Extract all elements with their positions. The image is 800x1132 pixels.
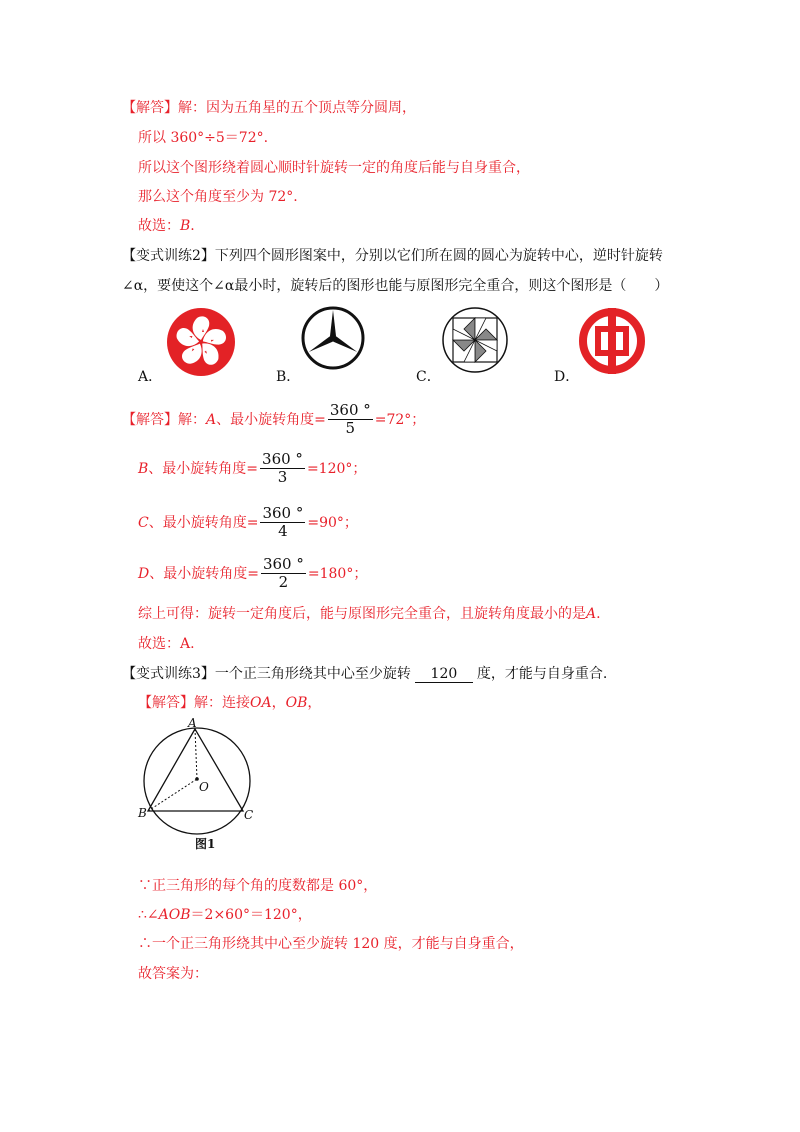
question-2-line-1: 【变式训练2】下列四个圆形图案中，分别以它们所在圆的圆心为旋转中心，逆时针旋转 [122,248,663,264]
figure-1-triangle-in-circle [135,715,265,855]
solution-1-line-3: 所以这个图形绕着圆心顺时针旋转一定的角度后能与自身重合， [138,160,530,176]
answer-blank: 120 [415,666,473,683]
solution-1-line-2: 所以 360°÷5＝72°. [138,130,269,146]
solution-3-line-2: ∵正三角形的每个角的度数都是 60°， [138,878,378,894]
option-d-label: D． [554,369,580,385]
solution-2-row-d: D 、最小旋转角度= $\frac{360 ^\circ}{2}$ =180°； [138,555,368,591]
label-a: A [188,716,197,730]
question-tag: 【变式训练2】 [122,248,215,264]
solution-2-choice: 故选：A. [138,636,195,652]
solution-3-line-3: ∴∠AOB＝2×60°＝120°， [138,907,312,923]
option-c-pinwheel-image [440,305,510,375]
solution-tag: 【解答】 [122,411,178,428]
solution-3-line-1: 【解答】解：连接OA，OB， [138,695,322,711]
option-d-bank-logo-image [578,307,646,375]
option-c-label: C． [416,369,441,385]
option-b-label: B． [276,369,301,385]
question-2-line-2: ∠α，要使这个∠α最小时，旋转后的图形也能与原图形完全重合，则这个图形是（ ） [122,278,669,294]
solution-2-row-c: C 、最小旋转角度= $\frac{360 ^\circ}{4}$ =90°； [138,504,358,540]
solution-tag: 【解答】 [122,100,178,116]
label-b: B [138,806,147,820]
fraction: $\frac{360 ^\circ}{4}$ [262,504,304,540]
solution-3-line-4: ∴一个正三角形绕其中心至少旋转 120 度，才能与自身重合， [138,936,524,952]
solution-1-choice: 故选：B. [138,218,195,234]
solution-tag: 【解答】 [138,695,194,711]
solution-2-row-b: B 、最小旋转角度= $\frac{360 ^\circ}{3}$ =120°； [138,450,367,486]
option-b-three-point-star-image [300,305,366,371]
circumcircle [144,728,250,834]
solution-1-line-4: 那么这个角度至少为 72°. [138,189,298,205]
figure-caption: 图1 [195,837,216,851]
question-tag: 【变式训练3】 [122,666,215,682]
fraction: $\frac{360 ^\circ}{5}$ [329,401,371,437]
option-a-label: A． [138,369,163,385]
solution-1-line-1: 【解答】解：因为五角星的五个顶点等分圆周， [122,100,416,116]
solution-2-summary: 综上可得：旋转一定角度后，能与原图形完全重合，且旋转角度最小的是A. [138,606,601,622]
label-o: O [199,780,209,794]
solution-3-line-5: 故答案为： [138,966,208,982]
fraction: $\frac{360 ^\circ}{3}$ [262,450,303,486]
fraction: $\frac{360 ^\circ}{2}$ [262,555,304,591]
option-a-bauhinia-image [166,307,236,377]
label-c: C [244,808,254,822]
solution-2-row-a: 【解答】 解： A 、最小旋转角度= $\frac{360 ^\circ}{5}$ =72°； [122,401,426,437]
question-3: 【变式训练3】一个正三角形绕其中心至少旋转 120 度，才能与自身重合. [122,666,608,682]
